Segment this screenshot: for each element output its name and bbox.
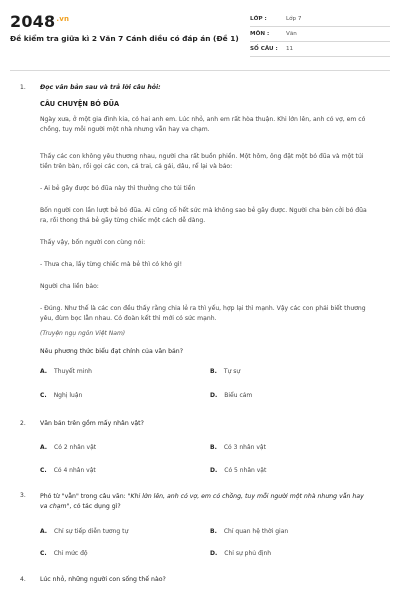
meta-row-class: LỚP : Lớp 7 <box>250 12 390 27</box>
q1-number: 1. <box>20 84 26 91</box>
q1-option-a[interactable]: A. Thuyết minh <box>40 368 92 375</box>
q1-option-d[interactable]: D. Biểu cảm <box>210 392 253 399</box>
q3-option-d[interactable]: D. Chỉ sự phủ định <box>210 550 272 557</box>
page-title: Đề kiểm tra giữa kì 2 Văn 7 Cánh diều có đáp án (Đề 1) <box>10 34 239 43</box>
meta-panel <box>250 12 390 57</box>
q2-option-a[interactable]: A. Có 2 nhân vật <box>40 444 97 451</box>
meta-row-count: SỐ CÂU : 11 <box>250 42 390 57</box>
q3-option-c[interactable]: C. Chỉ mức độ <box>40 550 88 557</box>
q1-prompt: Đọc văn bản sau và trả lời câu hỏi: <box>40 84 161 91</box>
q1-option-b[interactable]: B. Tự sự <box>210 368 241 375</box>
story-paragraph: Bốn người con lần lượt bẻ bó đũa. Ai cũng cố hết sức mà không sao bẻ gãy được. Người cha bèn cởi bó đũa ra, rồi thong thả bẻ gãy từng chiếc một cách dễ dàng. <box>40 207 367 224</box>
site-logo[interactable]: $2048^{.vn}$ <box>10 12 70 31</box>
q3-number: 3. <box>20 492 26 499</box>
header <box>0 0 400 64</box>
story-paragraph: Người cha liền bảo: <box>40 283 99 290</box>
q1-option-c[interactable]: C. Nghị luận <box>40 392 83 399</box>
story-source: (Truyện ngụ ngôn Việt Nam) <box>40 330 126 337</box>
q2-question: Văn bản trên gồm mấy nhân vật? <box>40 420 144 427</box>
header-divider <box>10 70 390 71</box>
story-paragraph: - Ai bẻ gãy được bó đũa này thì thưởng cho túi tiền <box>40 185 196 192</box>
story-paragraph: Thấy các con không yêu thương nhau, người cha rất buồn phiền. Một hôm, ông đặt một bó đũa và một túi tiền trên bàn, rồi gọi các con, cả trai, cả gái, dâu, rể lại và bảo: <box>40 153 364 170</box>
q3-option-a[interactable]: A. Chỉ sự tiếp diễn tương tự <box>40 528 129 535</box>
q2-option-b[interactable]: B. Có 3 nhân vật <box>210 444 266 451</box>
q2-option-c[interactable]: C. Có 4 nhân vật <box>40 467 96 474</box>
meta-row-subject: MÔN : Văn <box>250 27 390 42</box>
story-paragraph: Thấy vậy, bốn người con cùng nói: <box>40 239 146 246</box>
story-paragraph: - Thưa cha, lấy từng chiếc mà bẻ thì có khó gì! <box>40 261 183 268</box>
q4-number: 4. <box>20 576 26 583</box>
story-paragraph: Ngày xưa, ở một gia đình kia, có hai anh em. Lúc nhỏ, anh em rất hòa thuận. Khi lớn lên, anh có vợ, em có chồng, tuy mỗi người một nhà nhưng vẫn hay va chạm. <box>40 116 366 133</box>
q4-question: Lúc nhỏ, những người con sống thế nào? <box>40 576 166 583</box>
story-title: CÂU CHUYỆN BÓ ĐŨA <box>40 100 120 108</box>
story-paragraph: - Đúng. Như thế là các con đều thấy rằng chia lẻ ra thì yếu, hợp lại thì mạnh. Vậy các con phải biết thương yêu, đùm bọc lẫn nhau. Có đoàn kết thì mới có sức mạnh. <box>40 305 366 322</box>
q3-question: Phó từ "vẫn" trong câu văn: "Khi lớn lên, anh có vợ, em có chồng, tuy mỗi người một nhà nhưng vẫn hay va chạm", có tác dụng gì? <box>40 493 364 510</box>
q1-question: Nêu phương thức biểu đạt chính của văn bản? <box>40 348 183 355</box>
q2-option-d[interactable]: D. Có 5 nhân vật <box>210 467 267 474</box>
q3-option-b[interactable]: B. Chỉ quan hệ thời gian <box>210 528 289 535</box>
q2-number: 2. <box>20 420 26 427</box>
